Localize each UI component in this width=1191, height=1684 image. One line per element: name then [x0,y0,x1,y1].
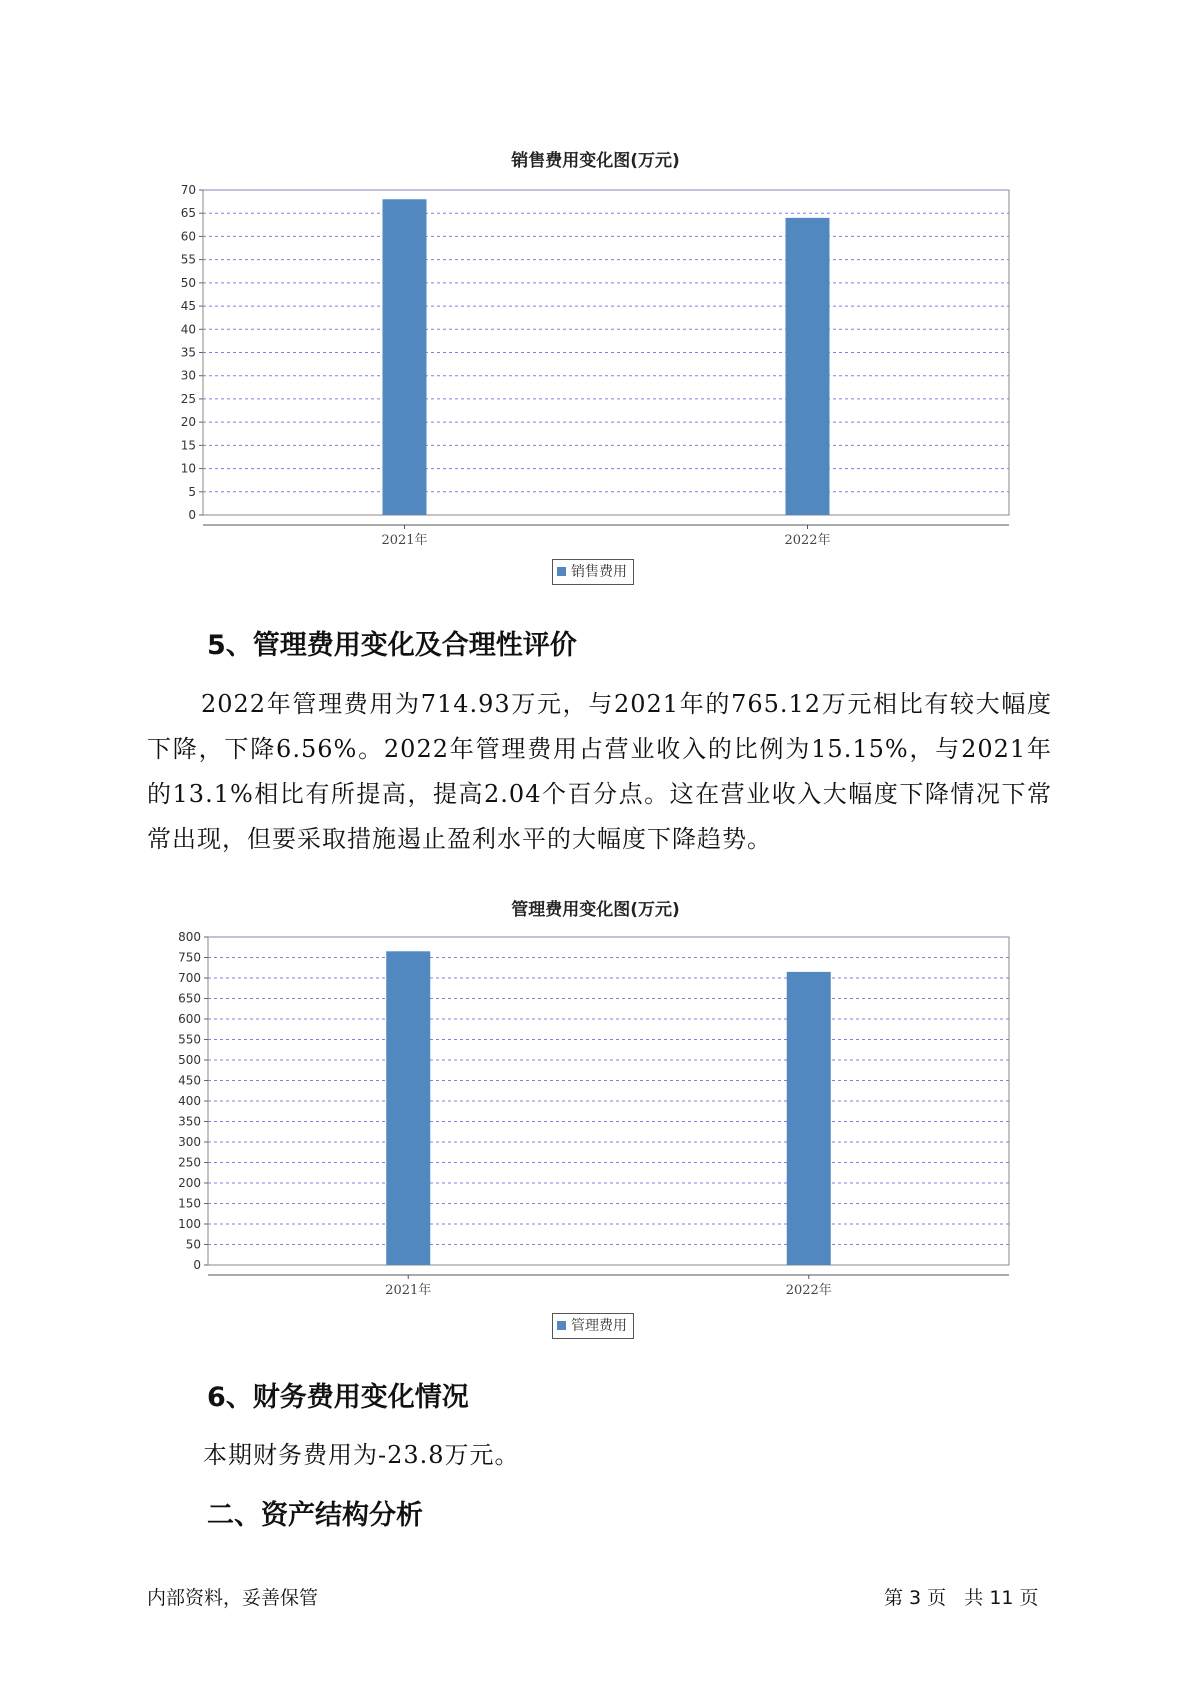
y-tick-label: 200 [178,1176,201,1190]
y-tick-label: 0 [188,508,196,522]
part-2-heading: 二、资产结构分析 [207,1500,423,1531]
bar-2021年 [386,951,430,1265]
section-6-heading: 6、财务费用变化情况 [207,1382,469,1413]
legend-swatch-icon [557,1321,566,1330]
sales-expense-chart [0,175,1191,555]
y-tick-label: 55 [180,252,196,267]
chart2-title: 管理费用变化图(万元) [511,900,680,920]
y-tick-label: 45 [180,299,196,314]
bar-2021年 [383,199,427,515]
y-tick-label: 15 [180,438,196,453]
y-tick-label: 400 [178,1094,201,1108]
section-5-heading: 5、管理费用变化及合理性评价 [207,630,577,661]
y-tick-label: 65 [180,206,196,221]
y-tick-label: 25 [180,391,196,406]
x-tick-label: 2021年 [381,533,428,548]
page-number: 第 3 页 共 11 页 [884,1587,1039,1609]
section-6-text: 本期财务费用为-23.8万元。 [203,1441,520,1469]
y-tick-label: 10 [180,461,196,476]
y-tick-label: 300 [178,1135,201,1149]
y-tick-label: 70 [180,183,196,197]
y-tick-label: 100 [178,1217,201,1231]
x-tick-label: 2022年 [784,533,831,548]
y-tick-label: 20 [180,415,196,430]
chart2-legend-label: 管理费用 [571,1318,627,1334]
chart1-legend [552,559,634,585]
bar-2022年 [786,218,830,515]
chart1-title: 销售费用变化图(万元) [511,151,680,171]
y-tick-label: 250 [178,1155,201,1170]
y-tick-label: 650 [178,991,201,1006]
x-tick-label: 2022年 [785,1283,832,1298]
legend-swatch-icon [557,567,566,576]
y-tick-label: 700 [178,971,201,985]
y-tick-label: 750 [178,950,201,965]
y-tick-label: 40 [180,322,196,337]
chart1-legend-label: 销售费用 [571,564,627,580]
section-5-text: 2022年管理费用为714.93万元，与2021年的765.12万元相比有较大幅度下降，下降6.56%。2022年管理费用占营业收入的比例为15.15%，与2021年的13.1%相比有所提高，提高2.04个百分点。这在营业收入大幅度下降情况下常常出现，但要采取措施遏止盈利水平的大幅度下降趋势。 [147,690,1052,853]
y-tick-label: 500 [178,1053,201,1067]
section-6-paragraph [203,1433,1053,1478]
y-tick-label: 450 [178,1073,201,1088]
y-tick-label: 50 [185,1237,201,1252]
y-tick-label: 60 [180,229,196,244]
y-tick-label: 600 [178,1012,201,1026]
bar-2022年 [787,972,831,1265]
chart2-legend [552,1313,634,1339]
y-tick-label: 350 [178,1114,201,1129]
y-tick-label: 0 [193,1258,201,1272]
y-tick-label: 30 [180,368,196,383]
section-5-paragraph [147,682,1052,862]
y-tick-label: 35 [180,345,196,360]
y-tick-label: 800 [178,930,201,944]
admin-expense-chart [0,925,1191,1305]
y-tick-label: 550 [178,1032,201,1047]
y-tick-label: 5 [188,484,196,499]
y-tick-label: 150 [178,1196,201,1211]
x-tick-label: 2021年 [385,1283,432,1298]
footer-note: 内部资料，妥善保管 [147,1587,319,1609]
y-tick-label: 50 [180,275,196,290]
